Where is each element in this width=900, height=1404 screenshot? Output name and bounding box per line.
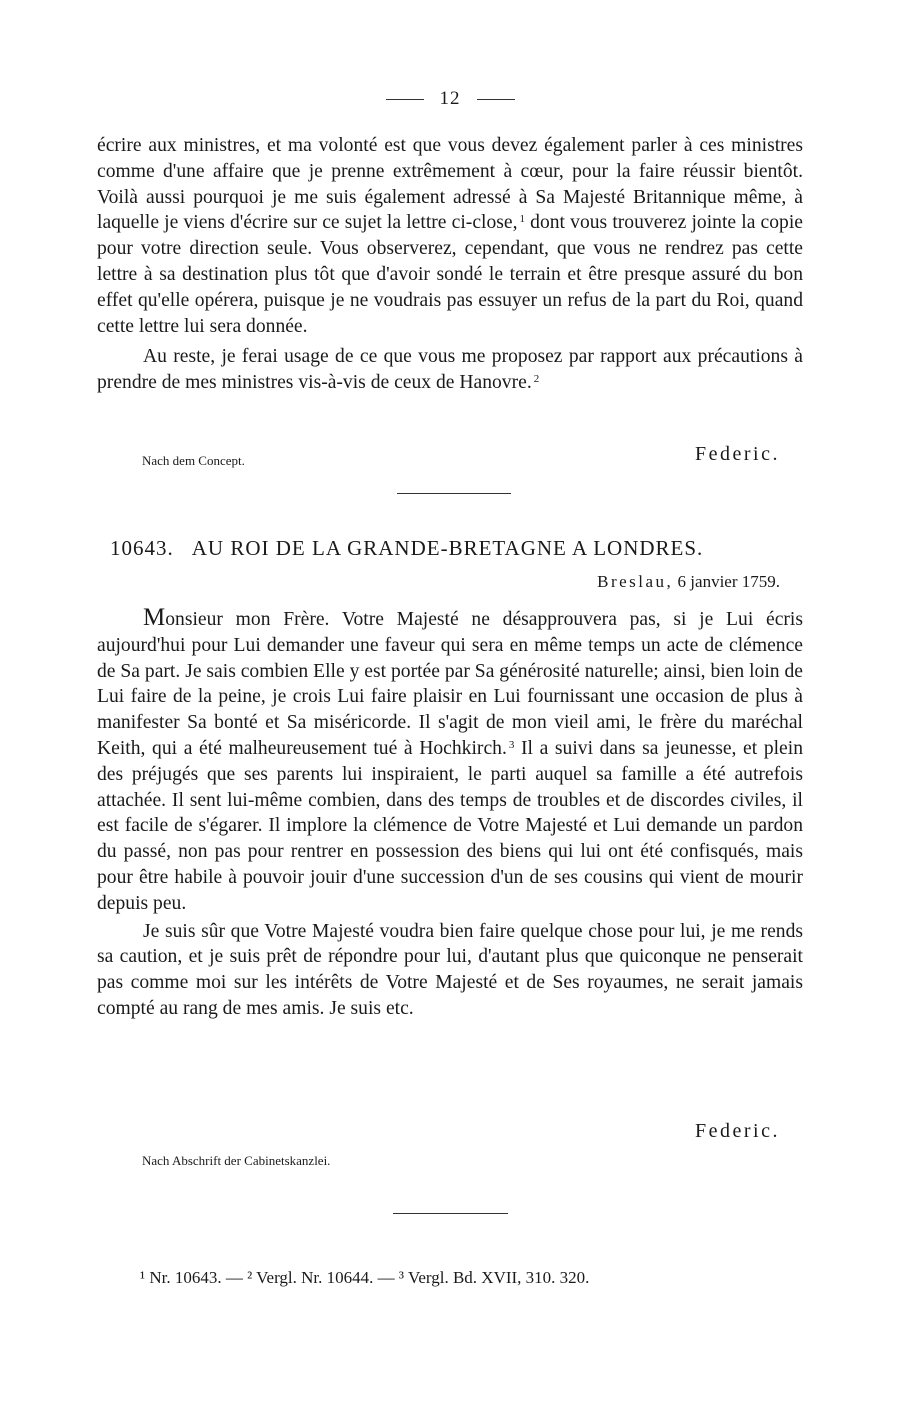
page-header <box>0 88 900 110</box>
footnotes: ¹ Nr. 10643. — ² Vergl. Nr. 10644. — ³ Vergl. Bd. XVII, 310. 320. <box>140 1268 590 1287</box>
letter1-closing-text: Au reste, je ferai usage de ce que vous me proposez par rapport aux précautions à prendre de mes ministres vis-à-vis de ceux de Hanovre. <box>97 346 803 394</box>
letter2-dateline <box>597 572 780 592</box>
footnote-separator <box>393 1213 508 1214</box>
letter2-text-b: Il a suivi dans sa jeunesse, et plein des préjugés que ses parents lui inspiraient, le parti auquel sa famille a été autrefois attachée. Il sent lui-même combien, dans des temps de troubles et de discordes civiles, il est facile de s'égarer. Il implore la clémence de Votre Majesté et Lui demande un pardon du passé, non pas pour rentrer en possession des biens qui lui ont été confisqués, mais pour être habile à pouvoir jouir d'une succession d'un de ses cousins qui vient de mourir depuis peu. <box>97 737 803 914</box>
letter2-title: AU ROI DE LA GRANDE-BRETAGNE A LONDRES. <box>191 536 704 560</box>
dropcap-initial: M <box>143 604 166 631</box>
footnote-marker-3: 3 <box>508 738 515 751</box>
header-rule-right <box>477 99 515 100</box>
footnote-marker-1: 1 <box>519 213 525 226</box>
letter1-closing-paragraph <box>97 344 803 396</box>
section-separator <box>397 493 511 494</box>
letter1-signature: Federic. <box>695 443 780 465</box>
letter2-text-a: onsieur mon Frère. Votre Majesté ne désapprouvera pas, si je Lui écris aujourd'hui pour Lui demander une faveur qui sera en même temps un acte de clémence de Sa part. Je sais combien Elle y est portée par Sa générosité naturelle; ainsi, bien loin de Lui faire de la peine, je crois Lui faire plaisir en Lui fournissant une occasion de plus à manifester Sa bonté et Sa miséricorde. Il s'agit de mon vieil ami, le frère du maréchal Keith, qui a été malheureusement tué à Hochkirch. <box>97 609 803 759</box>
letter2-number: 10643. <box>110 536 174 560</box>
letter2-text-c: Je suis sûr que Votre Majesté voudra bien faire quelque chose pour lui, je me rends sa caution, et je suis prêt de répondre pour lui, d'autant plus que quiconque ne penserait pas comme moi sur les intérêts de Votre Majesté et de Ses royaumes, ne serait jamais compté au rang de mes amis. Je suis etc. <box>97 920 803 1019</box>
letter2-source-note: Nach Abschrift der Cabinetskanzlei. <box>142 1153 331 1168</box>
footnote-marker-2: 2 <box>533 373 540 386</box>
letter2-date: 6 janvier 1759. <box>677 572 780 591</box>
page-number: 12 <box>439 88 461 109</box>
letter2-place: Breslau, <box>597 572 674 591</box>
letter1-body <box>97 133 803 396</box>
letter2-signature: Federic. <box>695 1120 780 1142</box>
header-rule-left <box>386 99 424 100</box>
letter1-source-note: Nach dem Concept. <box>142 453 245 468</box>
letter1-paragraph <box>97 133 803 339</box>
letter2-paragraph-2 <box>97 919 803 1022</box>
letter2-body <box>97 605 803 1022</box>
letter1-text-b: dont vous trouverez jointe la copie pour votre direction seule. Vous observerez, cependant, que vous ne rendrez pas cette lettre à sa destination plus tôt que d'avoir sondé le terrain et être presque assuré du bon effet qu'elle opérera, puisque je ne voudrais pas essuyer un refus de la part du Roi, quand cette lettre lui sera donnée. <box>97 212 803 337</box>
letter1-text-a: écrire aux ministres, et ma volonté est que vous devez également parler à ces ministres comme d'une affaire que je prenne extrêmement à cœur, pour la faire réussir bientôt. Voilà aussi pourquoi je me suis également adressé à Sa Majesté Britannique même, à laquelle je viens d'écrire sur ce sujet la lettre ci-close, <box>97 135 803 234</box>
letter2-paragraph-1 <box>97 605 803 917</box>
letter2-heading <box>110 536 800 561</box>
